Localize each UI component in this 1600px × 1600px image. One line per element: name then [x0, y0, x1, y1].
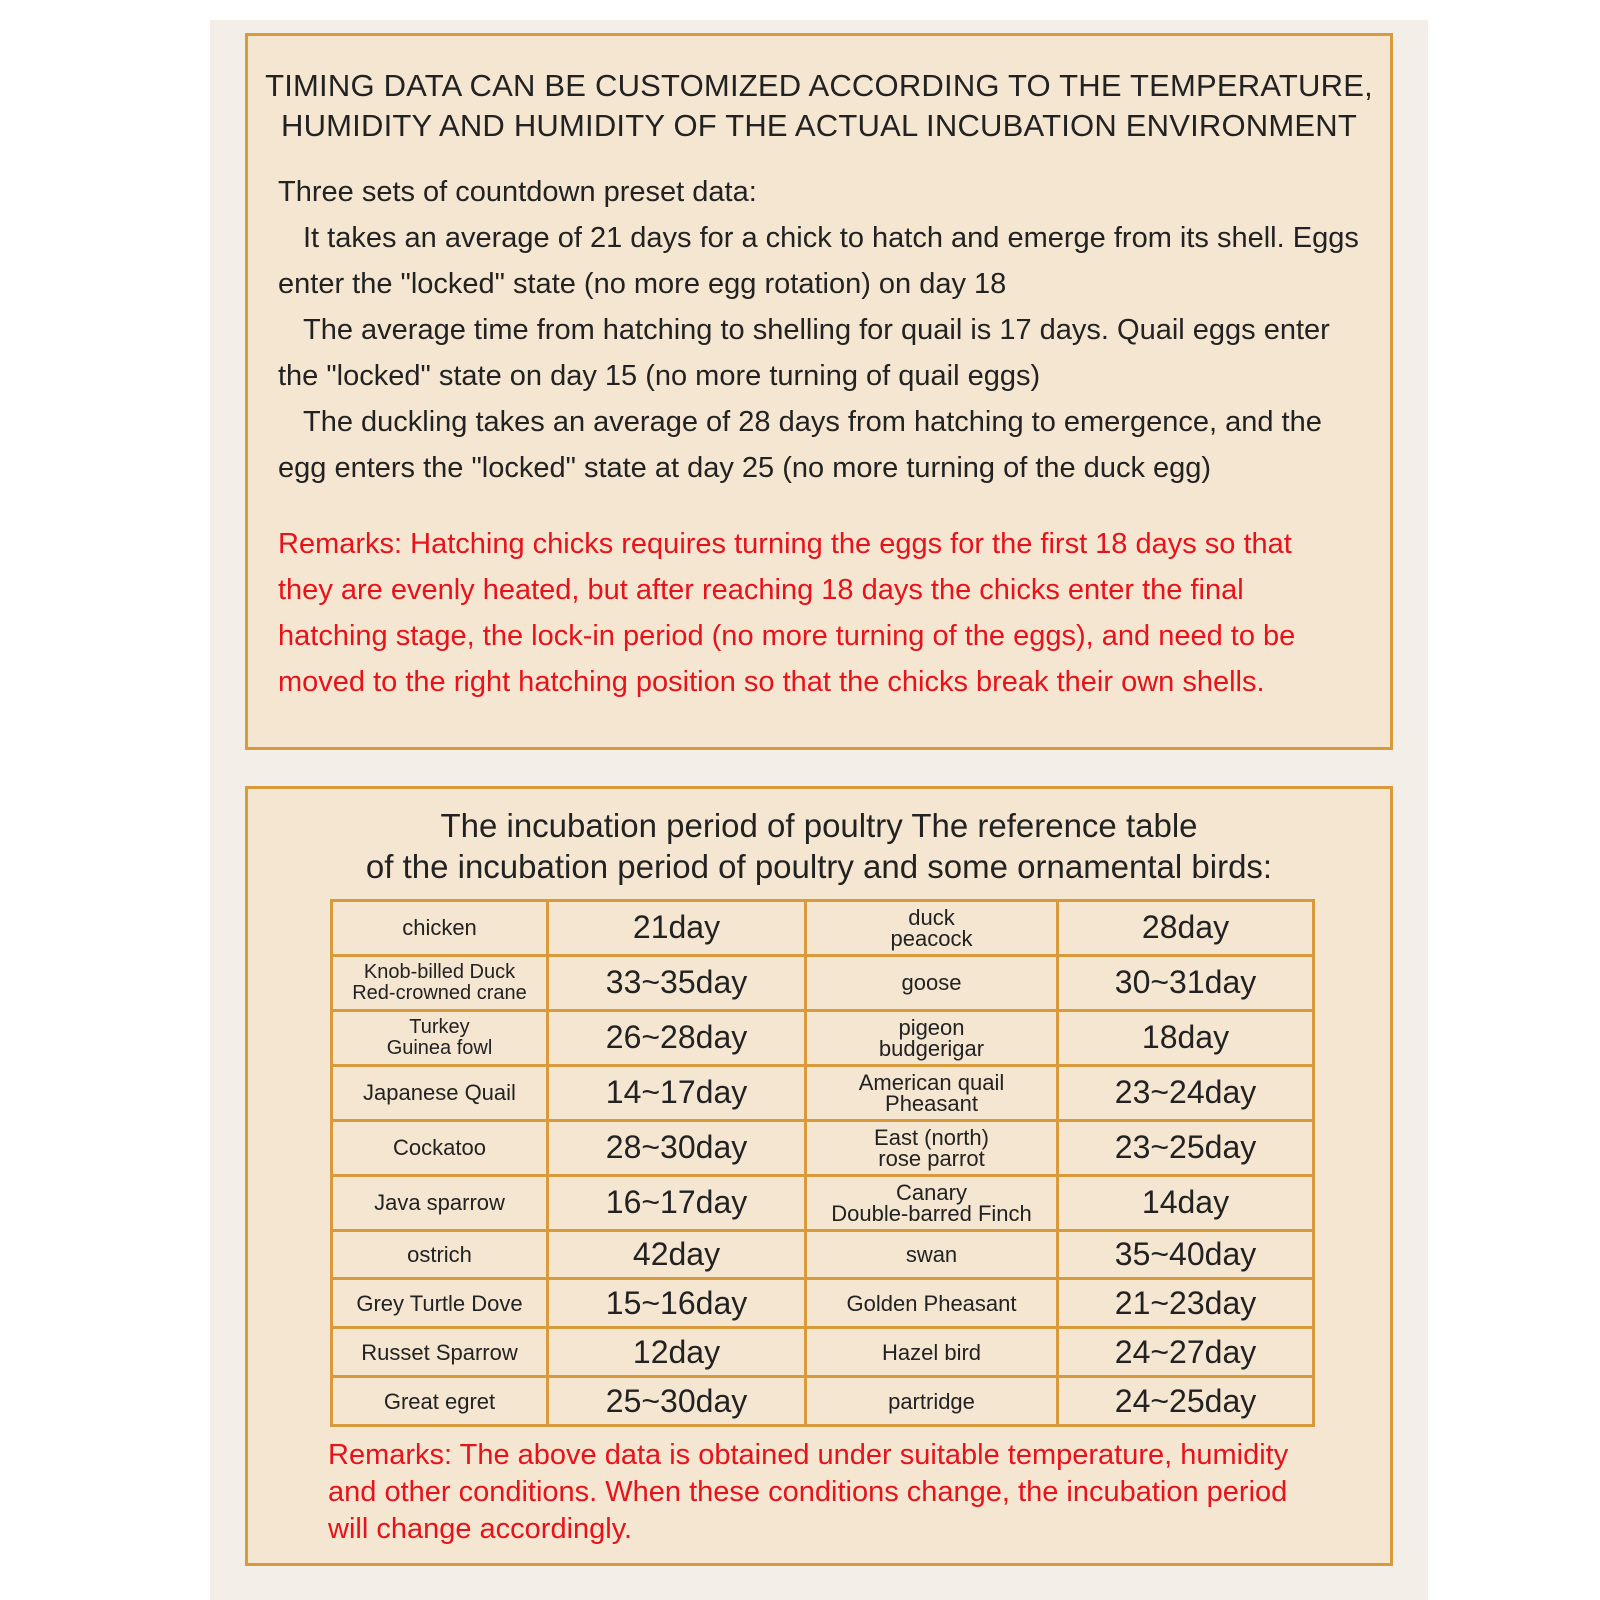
bird-name-cell: goose [806, 955, 1058, 1010]
days-cell: 26~28day [548, 1010, 806, 1065]
bird-name-cell: Knob-billed Duck Red-crowned crane [332, 955, 548, 1010]
bird-name-cell: Hazel bird [806, 1328, 1058, 1377]
table-row [332, 1065, 1314, 1120]
days-cell: 42day [548, 1230, 806, 1279]
bird-name-cell: Java sparrow [332, 1175, 548, 1230]
days-cell: 21~23day [1058, 1279, 1314, 1328]
days-cell: 24~27day [1058, 1328, 1314, 1377]
table-row [332, 1175, 1314, 1230]
bird-name-cell: duck peacock [806, 901, 1058, 956]
days-cell: 14day [1058, 1175, 1314, 1230]
days-cell: 35~40day [1058, 1230, 1314, 1279]
table-row [332, 1279, 1314, 1328]
days-cell: 33~35day [548, 955, 806, 1010]
days-cell: 28~30day [548, 1120, 806, 1175]
bird-name-cell: chicken [332, 901, 548, 956]
days-cell: 21day [548, 901, 806, 956]
table-row [332, 1120, 1314, 1175]
table-row [332, 1377, 1314, 1426]
table-row [332, 901, 1314, 956]
top-body [278, 169, 1370, 491]
days-cell: 24~25day [1058, 1377, 1314, 1426]
table-row [332, 955, 1314, 1010]
bird-name-cell: Grey Turtle Dove [332, 1279, 548, 1328]
days-cell: 16~17day [548, 1175, 806, 1230]
intro-text: Three sets of countdown preset data: [278, 176, 757, 208]
days-cell: 18day [1058, 1010, 1314, 1065]
top-heading [248, 66, 1390, 146]
bird-name-cell: American quail Pheasant [806, 1065, 1058, 1120]
bird-name-cell: swan [806, 1230, 1058, 1279]
days-cell: 28day [1058, 901, 1314, 956]
bird-name-cell: Golden Pheasant [806, 1279, 1058, 1328]
top-info-panel [245, 33, 1393, 750]
bird-name-cell: Canary Double-barred Finch [806, 1175, 1058, 1230]
bottom-table-panel [245, 786, 1393, 1566]
table-heading [248, 805, 1390, 887]
bird-name-cell: pigeon budgerigar [806, 1010, 1058, 1065]
days-cell: 15~16day [548, 1279, 806, 1328]
table-row [332, 1010, 1314, 1065]
table-heading-line2: of the incubation period of poultry and some ornamental birds: [365, 848, 1273, 885]
bird-name-cell: Russet Sparrow [332, 1328, 548, 1377]
table-row [332, 1230, 1314, 1279]
bird-name-cell: Great egret [332, 1377, 548, 1426]
bird-name-cell: Cockatoo [332, 1120, 548, 1175]
duck-paragraph: The duckling takes an average of 28 days from hatching to emergence, and the egg enters the "locked" state at day 25 (no more turning of the duck egg) [278, 406, 1322, 484]
table-heading-line1: The incubation period of poultry The reference table [440, 807, 1198, 844]
days-cell: 23~24day [1058, 1065, 1314, 1120]
top-remark: Remarks: Hatching chicks requires turning the eggs for the first 18 days so that they are evenly heated, but after reaching 18 days the chicks enter the final hatching stage, the lock-in period (no more turning of the eggs), and need to be moved to the right hatching position so that the chicks break their own shells. [278, 528, 1296, 698]
table-row [332, 1328, 1314, 1377]
days-cell: 23~25day [1058, 1120, 1314, 1175]
bird-name-cell: partridge [806, 1377, 1058, 1426]
days-cell: 30~31day [1058, 955, 1314, 1010]
incubation-table [330, 899, 1315, 1427]
bird-name-cell: ostrich [332, 1230, 548, 1279]
bird-name-cell: East (north) rose parrot [806, 1120, 1058, 1175]
table-remark: Remarks: The above data is obtained under suitable temperature, humidity and other conditions. When these conditions change, the incubation period will change accordingly. [328, 1439, 1289, 1545]
bird-name-cell: Turkey Guinea fowl [332, 1010, 548, 1065]
top-heading-line2: HUMIDITY AND HUMIDITY OF THE ACTUAL INCUBATION ENVIRONMENT [280, 108, 1358, 143]
quail-paragraph: The average time from hatching to shelling for quail is 17 days. Quail eggs enter the "locked" state on day 15 (no more turning of quail eggs) [278, 314, 1330, 392]
chicken-paragraph: It takes an average of 21 days for a chick to hatch and emerge from its shell. Eggs enter the "locked" state (no more egg rotation) on day 18 [278, 222, 1359, 300]
days-cell: 14~17day [548, 1065, 806, 1120]
bird-name-cell: Japanese Quail [332, 1065, 548, 1120]
top-heading-line1: TIMING DATA CAN BE CUSTOMIZED ACCORDING TO THE TEMPERATURE, [265, 68, 1373, 103]
days-cell: 12day [548, 1328, 806, 1377]
days-cell: 25~30day [548, 1377, 806, 1426]
